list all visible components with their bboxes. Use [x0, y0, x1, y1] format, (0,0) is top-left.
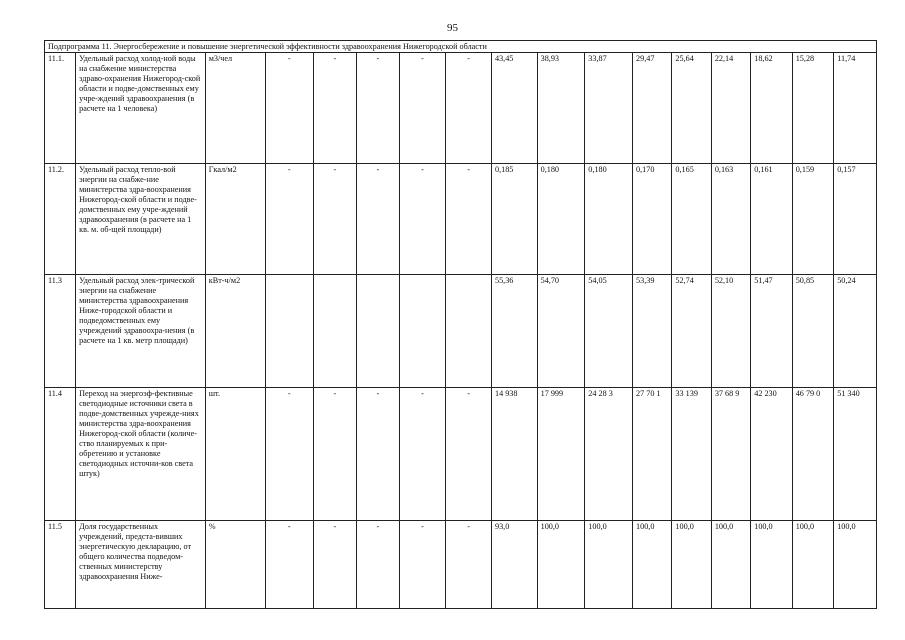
unit: кВт-ч/м2	[205, 275, 265, 388]
value-cell: 15,28	[792, 53, 833, 164]
value-cell: 27 70 1	[633, 388, 672, 521]
value-cell: 0,180	[537, 164, 585, 275]
indicator-name: Доля государственных учреждений, предста-вивших энергетическую декларацию, от общего количества подведом-ственных министерству здравоохранения Ниже-	[76, 521, 206, 609]
value-cell: 33 139	[672, 388, 711, 521]
value-cell: 53,39	[633, 275, 672, 388]
value-cell: 55,36	[491, 275, 537, 388]
row-number: 11.1.	[45, 53, 76, 164]
row-number: 11.4	[45, 388, 76, 521]
value-cell: 93,0	[491, 521, 537, 609]
indicator-name: Переход на энергоэф-фективные светодиодные источники света в подве-домственных учрежде-ниях министерства здра-воохранения Нижегород-ской области (количе-ство планируемых к при-обретению и установке светодиодных источни-ков света штук)	[76, 388, 206, 521]
value-cell: 46 79 0	[792, 388, 833, 521]
value-cell: 100,0	[751, 521, 792, 609]
table-row	[45, 388, 877, 521]
unit: %	[205, 521, 265, 609]
page-number: 95	[447, 22, 458, 34]
value-cell: 37 68 9	[711, 388, 750, 521]
value-cell: 0,163	[711, 164, 750, 275]
dash-cell: -	[357, 53, 400, 164]
row-number: 11.5	[45, 521, 76, 609]
dash-cell	[399, 275, 446, 388]
value-cell: 0,165	[672, 164, 711, 275]
value-cell: 29,47	[633, 53, 672, 164]
value-cell: 100,0	[585, 521, 633, 609]
dash-cell	[357, 275, 400, 388]
value-cell: 100,0	[834, 521, 877, 609]
subprogram-title: Подпрограмма 11. Энергосбережение и повышение энергетической эффективности здравоохранения Нижегородской области	[45, 41, 877, 53]
dash-cell: -	[399, 521, 446, 609]
value-cell: 0,180	[585, 164, 633, 275]
value-cell: 50,85	[792, 275, 833, 388]
dash-cell	[265, 275, 313, 388]
dash-cell: -	[399, 164, 446, 275]
dash-cell: -	[265, 521, 313, 609]
dash-cell: -	[399, 388, 446, 521]
dash-cell: -	[265, 388, 313, 521]
value-cell: 33,87	[585, 53, 633, 164]
value-cell: 52,10	[711, 275, 750, 388]
value-cell: 38,93	[537, 53, 585, 164]
row-number: 11.2.	[45, 164, 76, 275]
dash-cell: -	[265, 53, 313, 164]
dash-cell: -	[399, 53, 446, 164]
value-cell: 54,70	[537, 275, 585, 388]
value-cell: 54,05	[585, 275, 633, 388]
dash-cell: -	[313, 164, 357, 275]
dash-cell: -	[446, 164, 492, 275]
dash-cell: -	[313, 53, 357, 164]
unit: шт.	[205, 388, 265, 521]
value-cell: 0,161	[751, 164, 792, 275]
subprogram-header-row	[45, 41, 877, 53]
dash-cell	[313, 275, 357, 388]
value-cell: 100,0	[537, 521, 585, 609]
indicator-name: Удельный расход тепло-вой энергии на снабже-ние министерства здра-воохранения Нижегород-ской области и подве-домственных ему учре-ждений здравоохранения (в расчете на 1 кв. м. об-щей площади)	[76, 164, 206, 275]
dash-cell: -	[313, 388, 357, 521]
indicator-name: Удельный расход холод-ной воды на снабжение министерства здраво-охранения Нижегород-ской области и подве-домственных ему учре-ждений здравоохранения (в расчете на 1 человека)	[76, 53, 206, 164]
indicators-table	[44, 40, 877, 609]
dash-cell: -	[446, 53, 492, 164]
value-cell: 22,14	[711, 53, 750, 164]
table-row	[45, 521, 877, 609]
value-cell: 52,74	[672, 275, 711, 388]
dash-cell: -	[357, 164, 400, 275]
dash-cell: -	[265, 164, 313, 275]
value-cell: 42 230	[751, 388, 792, 521]
value-cell: 51 340	[834, 388, 877, 521]
value-cell: 0,159	[792, 164, 833, 275]
table-row	[45, 275, 877, 388]
dash-cell	[446, 275, 492, 388]
dash-cell: -	[357, 521, 400, 609]
value-cell: 25,64	[672, 53, 711, 164]
value-cell: 17 999	[537, 388, 585, 521]
value-cell: 43,45	[491, 53, 537, 164]
dash-cell: -	[446, 388, 492, 521]
value-cell: 24 28 3	[585, 388, 633, 521]
dash-cell: -	[357, 388, 400, 521]
value-cell: 11,74	[834, 53, 877, 164]
value-cell: 100,0	[672, 521, 711, 609]
value-cell: 100,0	[792, 521, 833, 609]
table-row	[45, 53, 877, 164]
value-cell: 18,62	[751, 53, 792, 164]
value-cell: 0,170	[633, 164, 672, 275]
value-cell: 51,47	[751, 275, 792, 388]
unit: Гкал/м2	[205, 164, 265, 275]
unit: м3/чел	[205, 53, 265, 164]
row-number: 11.3	[45, 275, 76, 388]
value-cell: 50,24	[834, 275, 877, 388]
value-cell: 14 938	[491, 388, 537, 521]
value-cell: 100,0	[633, 521, 672, 609]
table-row	[45, 164, 877, 275]
value-cell: 0,185	[491, 164, 537, 275]
indicator-name: Удельный расход элек-трической энергии на снабжение министерства здравоохранения Ниже-городской области и подведомственных ему учреждений здравоохра-нения (в расчете на 1 кв. метр площади)	[76, 275, 206, 388]
value-cell: 100,0	[711, 521, 750, 609]
dash-cell: -	[446, 521, 492, 609]
value-cell: 0,157	[834, 164, 877, 275]
dash-cell: -	[313, 521, 357, 609]
